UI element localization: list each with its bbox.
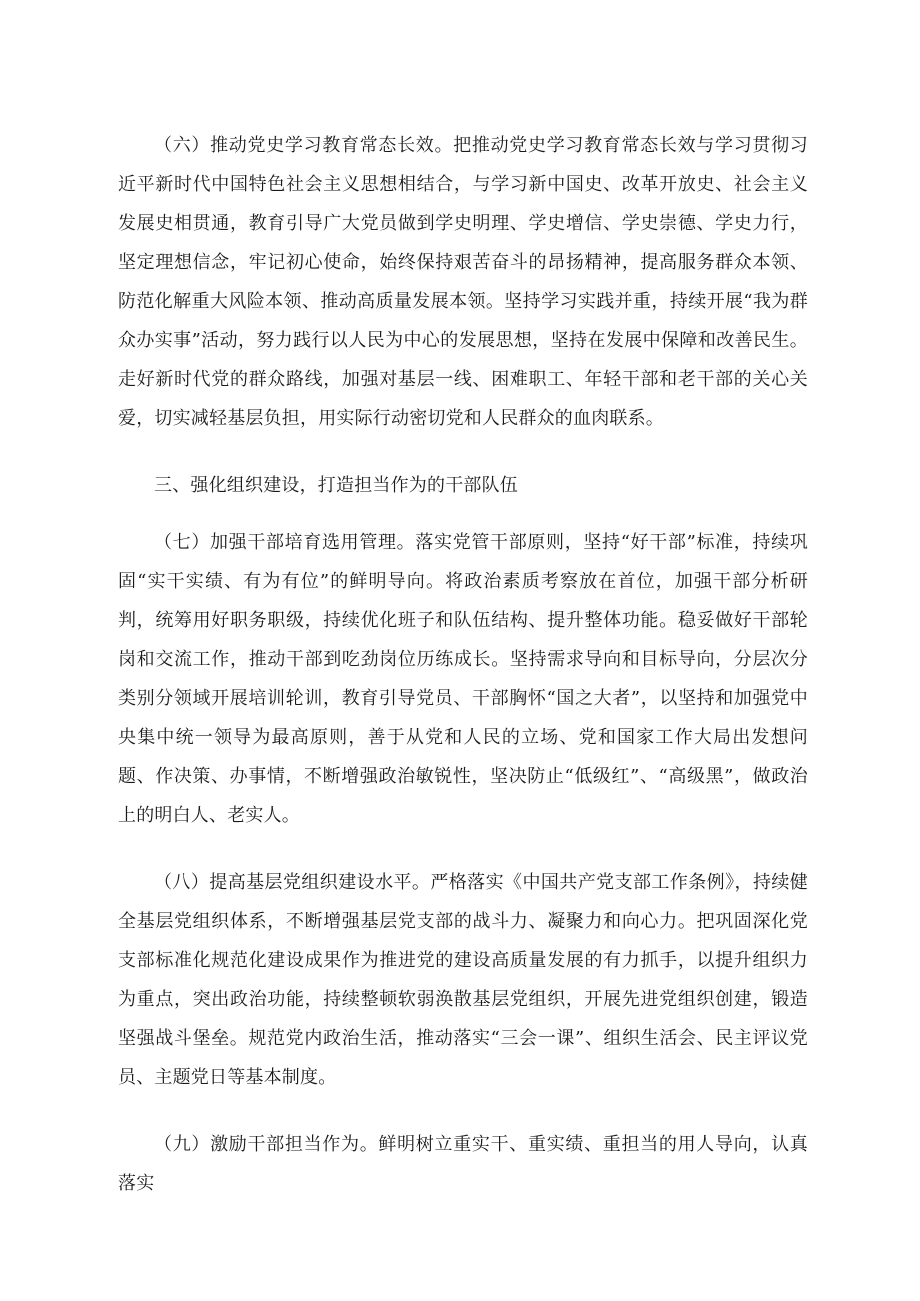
paragraph-nine: （九）激励干部担当作为。鲜明树立重实干、重实绩、重担当的用人导向，认真落实 (118, 1134, 808, 1194)
paragraph-seven: （七）加强干部培育选用管理。落实党管干部原则，坚持“好干部”标准，持续巩固“实干实绩、有为有位”的鲜明导向。将政治素质考察放在首位，加强干部分析研判，统筹用好职务职级，持续优化班子和队伍结构、提升整体功能。稳妥做好干部轮岗和交流工作，推动干部到吃劲岗位历练成长。坚持需求导向和目标导向，分层次分类别分领域开展培训轮训，教育引导党员、干部胸怀“国之大者”，以坚持和加强党中央集中统一领导为最高原则，善于从党和人民的立场、党和国家工作大局出发想问题、作决策、办事情，不断增强政治敏锐性，坚决防止“低级红”、“高级黑”，做政治上的明白人、老实人。 (118, 532, 808, 826)
document-body (118, 126, 808, 1203)
paragraph-six: （六）推动党史学习教育常态长效。把推动党史学习教育常态长效与学习贯彻习近平新时代中国特色社会主义思想相结合，与学习新中国史、改革开放史、社会主义发展史相贯通，教育引导广大党员做到学史明理、学史增信、学史崇德、学史力行，坚定理想信念，牢记初心使命，始终保持艰苦奋斗的昂扬精神，提高服务群众本领、防范化解重大风险本领、推动高质量发展本领。坚持学习实践并重，持续开展“我为群众办实事”活动，努力践行以人民为中心的发展思想，坚持在发展中保障和改善民生。走好新时代党的群众路线，加强对基层一线、困难职工、年轻干部和老干部的关心关爱，切实减轻基层负担，用实际行动密切党和人民群众的血肉联系。 (118, 135, 808, 429)
section-heading-three: 三、强化组织建设，打造担当作为的干部队伍 (154, 475, 518, 496)
paragraph-eight: （八）提高基层党组织建设水平。严格落实《中国共产党支部工作条例》，持续健全基层党组织体系，不断增强基层党支部的战斗力、凝聚力和向心力。把巩固深化党支部标准化规范化建设成果作为推进党的建设高质量发展的有力抓手，以提升组织力为重点，突出政治功能，持续整顿软弱涣散基层党组织，开展先进党组织创建，锻造坚强战斗堡垒。规范党内政治生活，推动落实“三会一课”、组织生活会、民主评议党员、主题党日等基本制度。 (118, 872, 808, 1088)
